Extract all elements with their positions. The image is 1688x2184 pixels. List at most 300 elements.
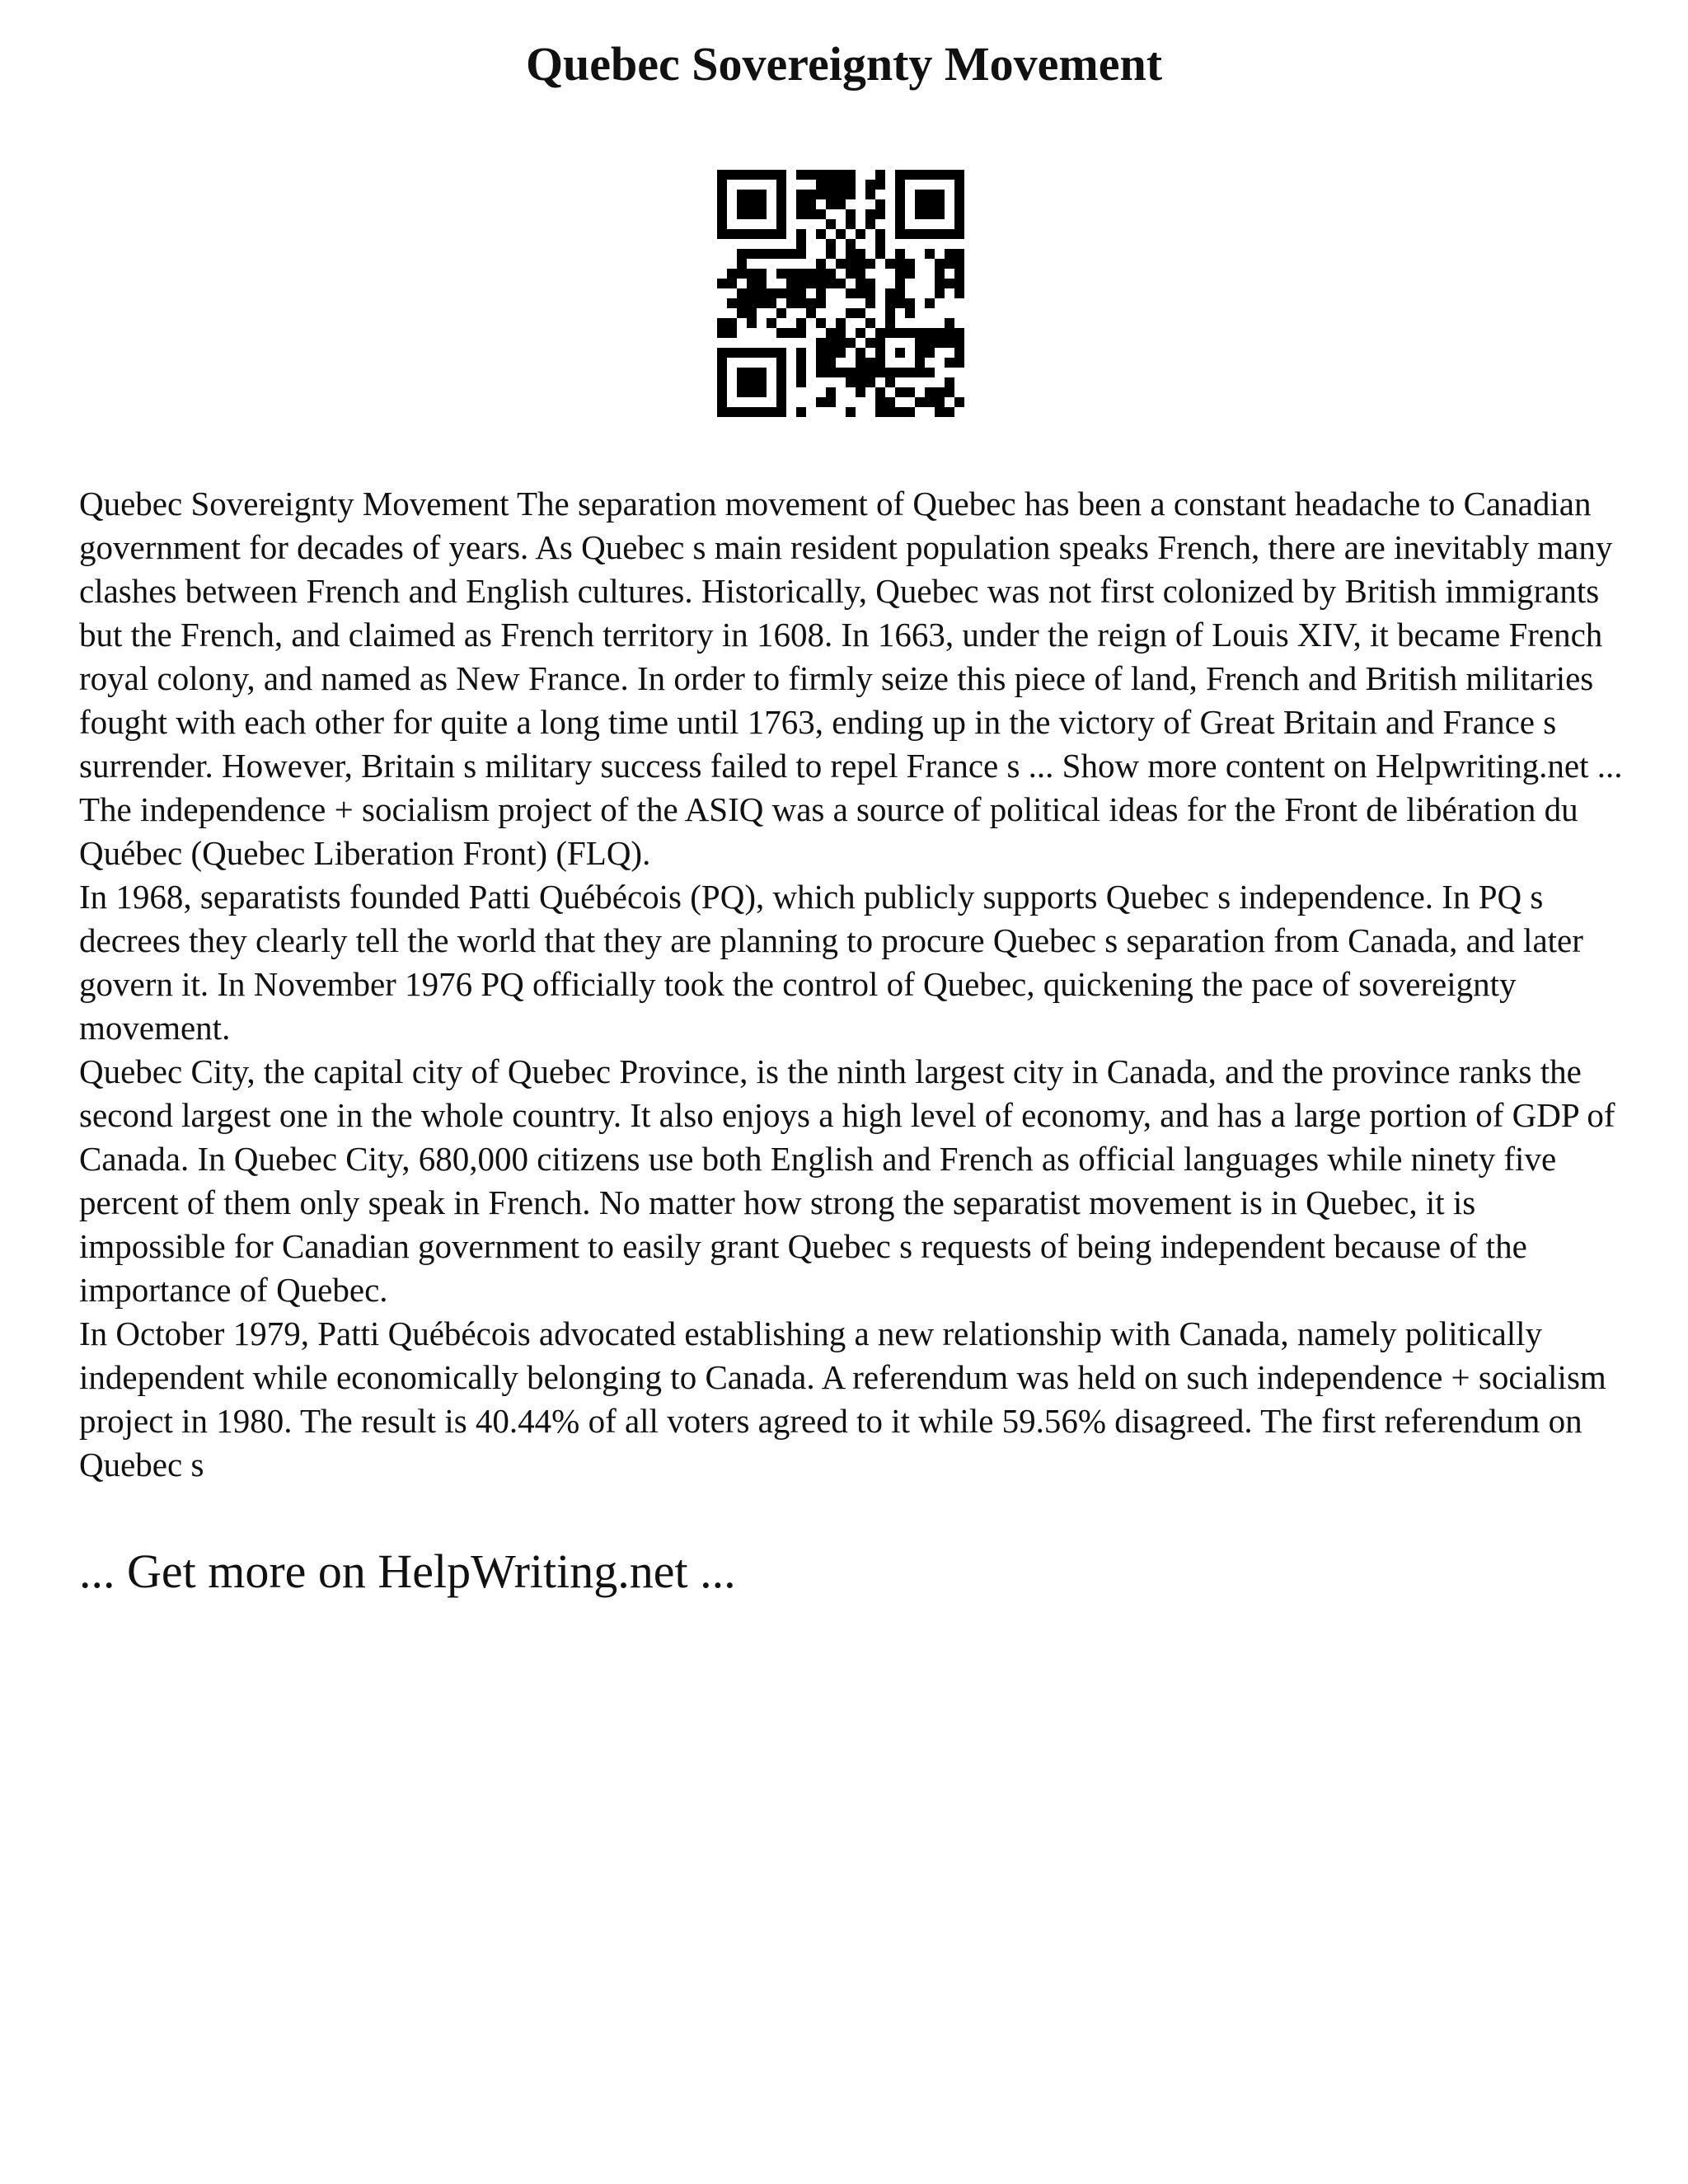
qr-module [737, 348, 747, 358]
qr-module [885, 259, 895, 269]
qr-module [945, 279, 954, 288]
qr-module [925, 190, 935, 199]
qr-module [836, 338, 846, 348]
qr-module [816, 229, 826, 239]
qr-module [776, 170, 786, 180]
qr-module [776, 358, 786, 368]
qr-module [816, 368, 826, 377]
qr-module [747, 229, 757, 239]
qr-module [925, 298, 935, 308]
qr-module [806, 279, 816, 288]
qr-module [885, 368, 895, 377]
qr-module [776, 219, 786, 229]
qr-module [717, 219, 727, 229]
qr-module [875, 387, 885, 397]
qr-module [776, 180, 786, 190]
qr-module [747, 209, 757, 219]
qr-module [905, 229, 915, 239]
qr-module [826, 397, 836, 407]
qr-module [865, 298, 875, 308]
qr-module [737, 170, 747, 180]
qr-module [727, 328, 737, 338]
qr-module [776, 199, 786, 209]
qr-module [757, 377, 767, 387]
qr-module [935, 279, 945, 288]
qr-module [747, 269, 757, 279]
qr-module [767, 348, 776, 358]
qr-module [816, 259, 826, 269]
qr-module [905, 387, 915, 397]
qr-module [945, 358, 954, 368]
qr-module [954, 199, 964, 209]
qr-module [905, 259, 915, 269]
qr-module [865, 190, 875, 199]
qr-module [826, 170, 836, 180]
qr-module [717, 279, 727, 288]
qr-module [717, 209, 727, 219]
qr-module [945, 170, 954, 180]
qr-module [925, 348, 935, 358]
qr-module [806, 190, 816, 199]
qr-module [915, 190, 925, 199]
qr-module [796, 368, 806, 377]
qr-module [796, 199, 806, 209]
qr-module [895, 180, 905, 190]
qr-module [747, 387, 757, 397]
qr-module [954, 269, 964, 279]
qr-module [826, 348, 836, 358]
qr-module [757, 170, 767, 180]
qr-module [895, 269, 905, 279]
qr-module [767, 229, 776, 239]
qr-module [885, 298, 895, 308]
qr-module [757, 269, 767, 279]
qr-module [846, 209, 856, 219]
qr-module [796, 377, 806, 387]
get-more-link[interactable]: ... Get more on HelpWriting.net ... [79, 1544, 736, 1598]
qr-module [885, 407, 895, 417]
qr-module [895, 288, 905, 298]
qr-module [895, 209, 905, 219]
qr-module [846, 269, 856, 279]
qr-module [796, 170, 806, 180]
qr-module [895, 387, 905, 397]
qr-module [954, 190, 964, 199]
qr-module [747, 298, 757, 308]
qr-module [757, 368, 767, 377]
qr-module [747, 249, 757, 259]
qr-module [945, 259, 954, 269]
qr-module [717, 348, 727, 358]
qr-module [796, 209, 806, 219]
qr-module [757, 387, 767, 397]
qr-module [836, 328, 846, 338]
qr-module [905, 269, 915, 279]
qr-module [717, 377, 727, 387]
qr-code-icon [717, 170, 964, 417]
qr-module [737, 209, 747, 219]
qr-module [865, 368, 875, 377]
qr-module [776, 407, 786, 417]
qr-module [796, 298, 806, 308]
qr-module [816, 279, 826, 288]
qr-module [826, 328, 836, 338]
qr-module [895, 328, 905, 338]
qr-module [747, 308, 757, 318]
qr-module [954, 328, 964, 338]
qr-module [875, 170, 885, 180]
qr-module [905, 407, 915, 417]
qr-module [727, 298, 737, 308]
qr-code-graphic [717, 170, 964, 417]
qr-module [935, 199, 945, 209]
qr-module [727, 348, 737, 358]
qr-module [856, 249, 865, 259]
qr-module [885, 328, 895, 338]
qr-module [935, 328, 945, 338]
qr-module [727, 407, 737, 417]
qr-module [757, 190, 767, 199]
qr-module [875, 199, 885, 209]
qr-module [945, 249, 954, 259]
qr-module [856, 377, 865, 387]
qr-module [954, 209, 964, 219]
qr-module [846, 288, 856, 298]
qr-module [747, 377, 757, 387]
qr-module [905, 308, 915, 318]
qr-module [757, 209, 767, 219]
qr-module [826, 269, 836, 279]
qr-module [836, 190, 846, 199]
qr-module [865, 377, 875, 387]
qr-module [737, 308, 747, 318]
qr-module [875, 328, 885, 338]
qr-module [826, 180, 836, 190]
qr-module [836, 259, 846, 269]
qr-module [856, 229, 865, 239]
qr-module [915, 170, 925, 180]
qr-module [915, 397, 925, 407]
qr-module [826, 199, 836, 209]
qr-module [885, 288, 895, 298]
qr-module [875, 229, 885, 239]
qr-module [776, 328, 786, 338]
qr-module [757, 407, 767, 417]
qr-module [935, 407, 945, 417]
qr-module [836, 348, 846, 358]
qr-module [935, 269, 945, 279]
qr-module [856, 387, 865, 397]
qr-module [737, 368, 747, 377]
qr-module [935, 190, 945, 199]
qr-module [925, 170, 935, 180]
qr-module [737, 377, 747, 387]
qr-module [816, 397, 826, 407]
qr-module [717, 397, 727, 407]
qr-module [826, 338, 836, 348]
qr-module [796, 348, 806, 358]
qr-module [816, 358, 826, 368]
qr-module [875, 397, 885, 407]
qr-module [846, 368, 856, 377]
qr-module [767, 249, 776, 259]
qr-module [786, 298, 796, 308]
qr-module [717, 199, 727, 209]
qr-module [747, 279, 757, 288]
qr-module [915, 348, 925, 358]
qr-module [846, 170, 856, 180]
qr-module [945, 338, 954, 348]
qr-module [737, 199, 747, 209]
qr-module [856, 368, 865, 377]
qr-module [776, 308, 786, 318]
qr-module [875, 209, 885, 219]
qr-module [727, 279, 737, 288]
qr-module [836, 368, 846, 377]
qr-module [717, 180, 727, 190]
qr-module [737, 249, 747, 259]
qr-module [915, 338, 925, 348]
qr-module [925, 338, 935, 348]
qr-module [856, 358, 865, 368]
qr-module [846, 219, 856, 229]
qr-module [767, 318, 776, 328]
qr-module [935, 259, 945, 269]
qr-module [945, 407, 954, 417]
qr-module [776, 229, 786, 239]
qr-module [846, 249, 856, 259]
qr-module [757, 298, 767, 308]
paragraph: Quebec City, the capital city of Quebec Province, is the ninth largest city in Canada, and the province ranks the second largest one in the whole country. It also enjoys a high level of economy, and has a large portion of GDP of Canada. In Quebec City, 680,000 citizens use both English and French as official languages while ninety five percent of them only speak in French. No matter how strong the separatist movement is in Quebec, it is impossible for Canadian government to easily grant Quebec s requests of being independent because of the importance of Quebec. [79, 1052, 1615, 1309]
qr-module [954, 229, 964, 239]
qr-module [776, 348, 786, 358]
qr-module [954, 397, 964, 407]
qr-module [816, 209, 826, 219]
qr-module [776, 288, 786, 298]
qr-module [826, 219, 836, 229]
qr-module [767, 298, 776, 308]
qr-module [885, 308, 895, 318]
qr-module [954, 348, 964, 358]
paragraph: In October 1979, Patti Québécois advocated establishing a new relationship with Canada, namely politically independent while economically belonging to Canada. A referendum was held on such independence + socialism project in 1980. The result is 40.44% of all voters agreed to it while 59.56% disagreed. The first referendum on Quebec s [79, 1315, 1606, 1483]
qr-module [954, 279, 964, 288]
qr-module [846, 239, 856, 249]
qr-module [875, 180, 885, 190]
qr-module [757, 229, 767, 239]
qr-module [885, 377, 895, 387]
qr-module [925, 249, 935, 259]
qr-module [717, 407, 727, 417]
qr-module [757, 348, 767, 358]
qr-module [737, 190, 747, 199]
qr-module [954, 358, 964, 368]
qr-module [945, 328, 954, 338]
qr-module [865, 209, 875, 219]
qr-module [856, 269, 865, 279]
qr-module [865, 259, 875, 269]
qr-module [776, 190, 786, 199]
qr-module [717, 318, 727, 328]
qr-module [826, 368, 836, 377]
qr-module [796, 318, 806, 328]
qr-module [796, 249, 806, 259]
qr-module [836, 229, 846, 239]
qr-module [895, 368, 905, 377]
qr-module [895, 170, 905, 180]
qr-module [796, 269, 806, 279]
qr-module [796, 328, 806, 338]
qr-module [816, 298, 826, 308]
qr-module [846, 407, 856, 417]
qr-module [747, 199, 757, 209]
paragraph: Quebec Sovereignty Movement The separation movement of Quebec has been a constant headache to Canadian government for decades of years. As Quebec s main resident population speaks French, there are inevitably many clashes between French and English cultures. Historically, Quebec was not first colonized by British immigrants but the French, and claimed as French territory in 1608. In 1663, under the reign of Louis XIV, it became French royal colony, and named as New France. In order to firmly seize this piece of land, French and British militaries fought with each other for quite a long time until 1763, ending up in the victory of Great Britain and France s surrender. However, Britain s military success failed to repel France s ... Show more content on Helpwriting.net ... [79, 485, 1623, 785]
qr-module [935, 170, 945, 180]
qr-module [865, 358, 875, 368]
qr-module [945, 377, 954, 387]
qr-module [856, 259, 865, 269]
qr-module [935, 288, 945, 298]
qr-module [856, 279, 865, 288]
qr-module [954, 338, 964, 348]
qr-module [767, 407, 776, 417]
qr-module [895, 190, 905, 199]
qr-module [954, 219, 964, 229]
qr-module [717, 328, 727, 338]
qr-module [747, 368, 757, 377]
qr-module [875, 348, 885, 358]
qr-module [816, 170, 826, 180]
qr-module [954, 180, 964, 190]
page-title: Quebec Sovereignty Movement [525, 37, 1163, 91]
qr-module [856, 288, 865, 298]
qr-module [925, 387, 935, 397]
qr-module [737, 229, 747, 239]
qr-module [856, 308, 865, 318]
qr-module [875, 407, 885, 417]
qr-module [915, 358, 925, 368]
qr-module [935, 387, 945, 397]
qr-module [856, 328, 865, 338]
qr-module [846, 377, 856, 387]
qr-module [846, 180, 856, 190]
qr-module [747, 170, 757, 180]
qr-module [846, 190, 856, 199]
qr-module [816, 288, 826, 298]
qr-module [717, 170, 727, 180]
qr-module [915, 199, 925, 209]
qr-module [796, 288, 806, 298]
qr-module [865, 180, 875, 190]
qr-module [727, 229, 737, 239]
qr-module [806, 170, 816, 180]
qr-module [826, 279, 836, 288]
qr-module [925, 199, 935, 209]
qr-module [816, 180, 826, 190]
qr-module [717, 190, 727, 199]
qr-module [925, 328, 935, 338]
qr-module [915, 209, 925, 219]
qr-module [816, 318, 826, 328]
qr-module [895, 348, 905, 358]
qr-module [915, 368, 925, 377]
qr-module [757, 249, 767, 259]
qr-module [767, 170, 776, 180]
qr-module [747, 190, 757, 199]
qr-module [776, 249, 786, 259]
qr-module [935, 397, 945, 407]
qr-module [757, 279, 767, 288]
qr-module [806, 209, 816, 219]
qr-module [954, 288, 964, 298]
qr-module [737, 298, 747, 308]
qr-module [717, 368, 727, 377]
qr-module [776, 387, 786, 397]
qr-module [747, 407, 757, 417]
qr-module [796, 407, 806, 417]
qr-module [727, 269, 737, 279]
paragraph: The independence + socialism project of the ASIQ was a source of political ideas for the Front de libération du Québec (Quebec Liberation Front) (FLQ). [79, 790, 1578, 872]
qr-module [915, 229, 925, 239]
qr-module [865, 219, 875, 229]
qr-module [875, 249, 885, 259]
qr-module [836, 279, 846, 288]
qr-module [846, 338, 856, 348]
qr-module [905, 298, 915, 308]
qr-module [757, 199, 767, 209]
qr-module [846, 308, 856, 318]
qr-module [875, 338, 885, 348]
qr-module [836, 170, 846, 180]
qr-module [954, 170, 964, 180]
qr-module [747, 288, 757, 298]
qr-module [826, 387, 836, 397]
qr-module [717, 229, 727, 239]
qr-module [727, 318, 737, 328]
qr-module [737, 259, 747, 269]
qr-module [865, 279, 875, 288]
qr-module [796, 190, 806, 199]
qr-module [875, 239, 885, 249]
qr-module [737, 269, 747, 279]
qr-module [954, 249, 964, 259]
qr-module [836, 199, 846, 209]
qr-module [796, 239, 806, 249]
qr-module [895, 229, 905, 239]
article-body [79, 482, 1629, 1487]
qr-module [776, 209, 786, 219]
qr-module [954, 259, 964, 269]
qr-module [885, 397, 895, 407]
qr-module [925, 209, 935, 219]
qr-module [925, 397, 935, 407]
qr-module [806, 269, 816, 279]
qr-module [786, 279, 796, 288]
qr-module [717, 387, 727, 397]
qr-module [865, 318, 875, 328]
qr-module [757, 288, 767, 298]
qr-module [776, 377, 786, 387]
qr-module [717, 358, 727, 368]
qr-module [895, 249, 905, 259]
qr-module [747, 318, 757, 328]
qr-module [846, 259, 856, 269]
qr-module [826, 239, 836, 249]
qr-module [806, 298, 816, 308]
qr-module [786, 328, 796, 338]
qr-module [776, 397, 786, 407]
qr-module [945, 387, 954, 397]
qr-module [826, 190, 836, 199]
